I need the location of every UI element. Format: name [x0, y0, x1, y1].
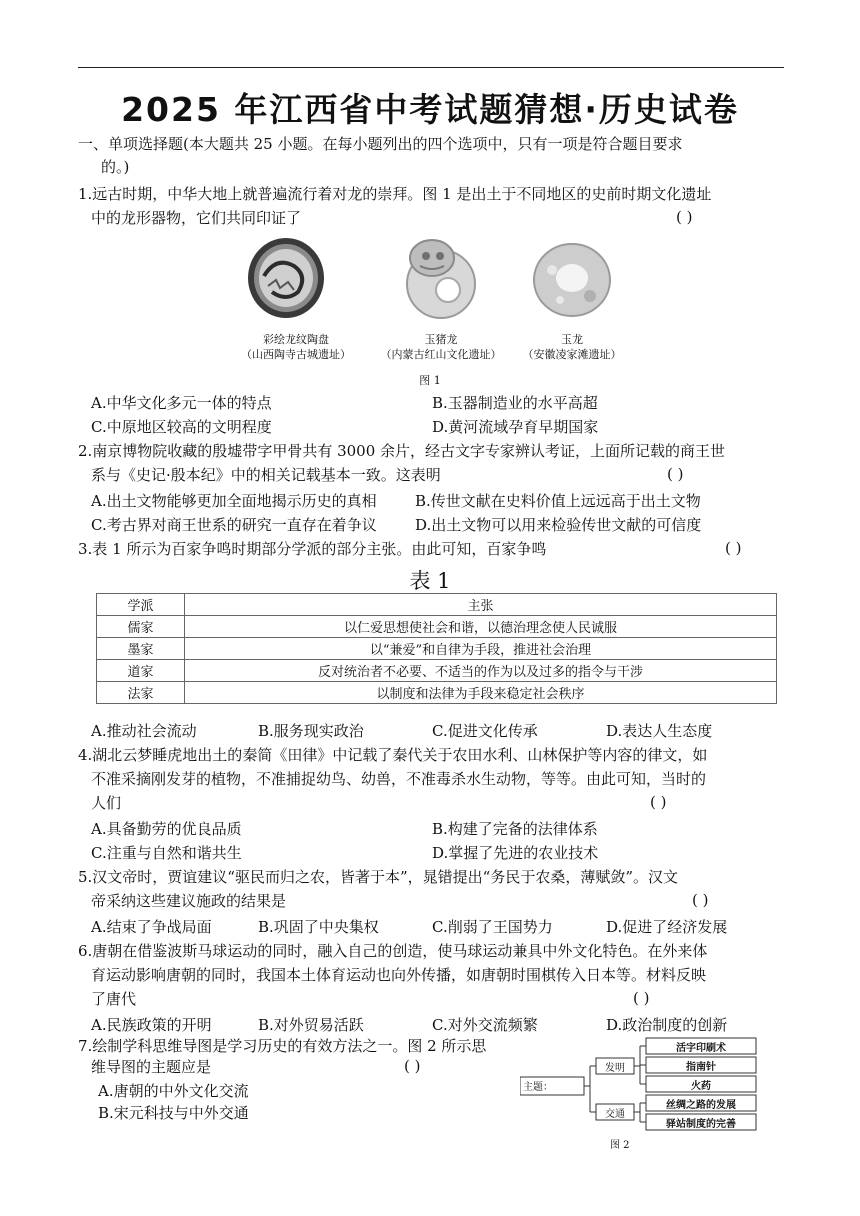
q4-answer-blank: ( ) — [650, 793, 667, 811]
q1-option-b[interactable]: B.玉器制造业的水平高超 — [432, 394, 598, 412]
q6-stem-line3: 了唐代 — [91, 990, 137, 1008]
q6-option-d[interactable]: D.政治制度的创新 — [606, 1016, 728, 1034]
mindmap-item: 丝绸之路的发展 — [666, 1100, 736, 1111]
jade-dragon-image — [530, 240, 614, 320]
q1-stem-cont: 中的龙形器物，它们共同印证了 — [91, 209, 302, 227]
section-heading-cont: 的。) — [101, 158, 130, 176]
q7-option-b[interactable]: B.宋元科技与中外交通 — [98, 1104, 249, 1122]
fig1-item1-site: （山西陶寺古城遗址） — [241, 348, 351, 361]
q6-option-b[interactable]: B.对外贸易活跃 — [258, 1016, 364, 1034]
q7-option-a[interactable]: A.唐朝的中外文化交流 — [98, 1082, 249, 1100]
table-row — [97, 682, 777, 704]
q4-option-c[interactable]: C.注重与自然和谐共生 — [91, 844, 242, 862]
q2-option-b[interactable]: B.传世文献在史料价值上远远高于出土文物 — [415, 492, 701, 510]
fig1-item3-name: 玉龙 — [561, 333, 583, 346]
jade-dragon-figure — [530, 240, 614, 324]
mindmap-branch-transport: 交通 — [605, 1109, 625, 1120]
table-header-claim: 主张 — [185, 594, 777, 616]
table-cell-school: 法家 — [97, 682, 185, 704]
table-header-row — [97, 594, 777, 616]
q1-answer-blank: ( ) — [676, 208, 693, 226]
q6-answer-blank: ( ) — [633, 989, 650, 1007]
jade-pig-dragon-image — [398, 236, 484, 320]
mindmap-item: 火药 — [691, 1081, 711, 1092]
q5-option-b[interactable]: B.巩固了中央集权 — [258, 918, 379, 936]
q2-option-d[interactable]: D.出土文物可以用来检验传世文献的可信度 — [415, 516, 702, 534]
q7-stem: 7.绘制学科思维导图是学习历史的有效方法之一。图 2 所示思 — [78, 1037, 487, 1055]
q6-option-a[interactable]: A.民族政策的开明 — [91, 1016, 212, 1034]
q5-stem-cont: 帝采纳这些建议施政的结果是 — [91, 892, 287, 910]
page-title: 2025 年江西省中考试题猜想·历史试卷 — [121, 90, 739, 129]
table-header-school: 学派 — [97, 594, 185, 616]
q5-option-c[interactable]: C.削弱了王国势力 — [432, 918, 553, 936]
q6-option-c[interactable]: C.对外交流频繁 — [432, 1016, 538, 1034]
q1-stem: 1.远古时期，中华大地上就普遍流行着对龙的崇拜。图 1 是出土于不同地区的史前时期文化遗址 — [78, 185, 712, 203]
table-cell-school: 道家 — [97, 660, 185, 682]
figure-2-mindmap — [520, 1032, 766, 1162]
table-cell-claim: 以制度和法律为手段来稳定社会秩序 — [185, 682, 777, 704]
painted-plate-image — [246, 236, 326, 320]
q5-option-d[interactable]: D.促进了经济发展 — [606, 918, 728, 936]
q3-stem: 3.表 1 所示为百家争鸣时期部分学派的部分主张。由此可知，百家争鸣 — [78, 540, 547, 558]
q4-stem-line2: 不准采摘刚发芽的植物，不准捕捉幼鸟、幼兽，不准毒杀水生动物，等等。由此可知，当时的 — [91, 770, 707, 788]
q2-option-a[interactable]: A.出土文物能够更加全面地揭示历史的真相 — [91, 492, 377, 510]
painted-dragon-plate-figure — [246, 236, 326, 324]
mindmap-item: 指南针 — [686, 1062, 716, 1073]
q4-option-a[interactable]: A.具备勤劳的优良品质 — [91, 820, 242, 838]
table-row — [97, 616, 777, 638]
mindmap-branch-invention: 发明 — [605, 1063, 625, 1074]
figure-2-caption: 图 2 — [610, 1140, 630, 1151]
q2-option-c[interactable]: C.考古界对商王世系的研究一直存在着争议 — [91, 516, 377, 534]
table-cell-school: 儒家 — [97, 616, 185, 638]
q3-option-c[interactable]: C.促进文化传承 — [432, 722, 538, 740]
jade-pig-dragon-figure — [398, 236, 484, 324]
table-cell-claim: 以仁爱思想使社会和谐，以德治理念使人民诚服 — [185, 616, 777, 638]
q2-answer-blank: ( ) — [667, 465, 684, 483]
table-row — [97, 638, 777, 660]
table-1-title: 表 1 — [409, 569, 451, 593]
figure-1-caption: 图 1 — [419, 374, 441, 387]
q1-option-a[interactable]: A.中华文化多元一体的特点 — [91, 394, 272, 412]
table-cell-claim: 以“兼爱”和自律为手段，推进社会治理 — [185, 638, 777, 660]
figure-1 — [241, 236, 636, 386]
q2-stem-cont: 系与《史记·殷本纪》中的相关记载基本一致。这表明 — [91, 466, 441, 484]
q3-answer-blank: ( ) — [725, 539, 742, 557]
q6-stem: 6.唐朝在借鉴波斯马球运动的同时，融入自己的创造，使马球运动兼具中外文化特色。在外来体 — [78, 942, 708, 960]
q3-option-b[interactable]: B.服务现实政治 — [258, 722, 364, 740]
table-cell-school: 墨家 — [97, 638, 185, 660]
mindmap-item: 驿站制度的完善 — [666, 1119, 736, 1130]
fig1-item2-name: 玉猪龙 — [424, 333, 458, 346]
q4-option-d[interactable]: D.掌握了先进的农业技术 — [432, 844, 599, 862]
q1-option-c[interactable]: C.中原地区较高的文明程度 — [91, 418, 272, 436]
fig1-item1-name: 彩绘龙纹陶盘 — [263, 333, 329, 346]
q1-option-d[interactable]: D.黄河流域孕育早期国家 — [432, 418, 599, 436]
q3-option-a[interactable]: A.推动社会流动 — [91, 722, 197, 740]
table-cell-claim: 反对统治者不必要、不适当的作为以及过多的指令与干涉 — [185, 660, 777, 682]
q5-option-a[interactable]: A.结束了争战局面 — [91, 918, 212, 936]
q4-stem: 4.湖北云梦睡虎地出土的秦简《田律》中记载了秦代关于农田水利、山林保护等内容的律文，如 — [78, 746, 708, 764]
q2-stem: 2.南京博物院收藏的殷墟带字甲骨共有 3000 余片，经古文字专家辨认考证，上面所记载的商王世 — [78, 442, 726, 460]
mindmap-item: 活字印刷术 — [676, 1043, 726, 1054]
q5-answer-blank: ( ) — [692, 891, 709, 909]
fig1-item2-site: （内蒙古红山文化遗址） — [380, 348, 502, 361]
mindmap-theme-label: 主题： — [523, 1082, 553, 1093]
schools-table — [96, 593, 777, 704]
q7-stem-cont: 维导图的主题应是 — [91, 1058, 212, 1076]
table-row — [97, 660, 777, 682]
fig1-item3-site: （安徽凌家滩遗址） — [522, 348, 622, 361]
section-heading: 一、单项选择题(本大题共 25 小题。在每小题列出的四个选项中，只有一项是符合题目要求 — [78, 135, 683, 153]
q6-stem-line2: 育运动影响唐朝的同时，我国本土体育运动也向外传播，如唐朝时围棋传入日本等。材料反映 — [91, 966, 707, 984]
top-rule — [78, 67, 784, 68]
q4-stem-line3: 人们 — [91, 794, 122, 812]
q3-option-d[interactable]: D.表达人生态度 — [606, 722, 713, 740]
q4-option-b[interactable]: B.构建了完备的法律体系 — [432, 820, 598, 838]
q7-answer-blank: ( ) — [404, 1057, 421, 1075]
q5-stem: 5.汉文帝时，贾谊建议“驱民而归之农，皆著于本”，晁错提出“务民于农桑，薄赋敛”。汉文 — [78, 868, 678, 886]
